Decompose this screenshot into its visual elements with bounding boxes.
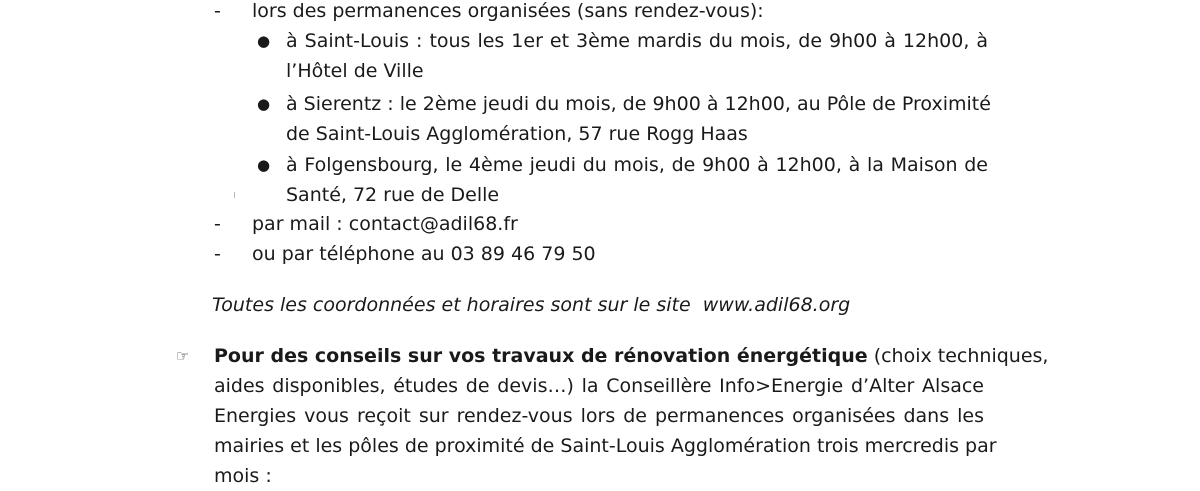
energie-heading: Pour des conseils sur vos travaux de rénovation énergétique (214, 345, 868, 367)
permanences-intro: lors des permanences organisées (sans rendez-vous): (252, 0, 764, 22)
scan-speck (234, 192, 235, 198)
pointing-hand-icon: ☞ (176, 347, 190, 365)
bullet-marker: ● (257, 156, 271, 174)
folgensbourg-line2: Santé, 72 rue de Delle (286, 184, 500, 206)
contact-phone: ou par téléphone au 03 89 46 79 50 (252, 243, 596, 265)
energie-line5: mois : (214, 465, 272, 487)
website-note: Toutes les coordonnées et horaires sont sur le site www.adil68.org (212, 294, 851, 316)
saint-louis-line1: à Saint-Louis : tous les 1er et 3ème mardis du mois, de 9h00 à 12h00, à (286, 30, 988, 52)
bullet-marker: ● (257, 32, 271, 50)
energie-line4: mairies et les pôles de proximité de Saint-Louis Agglomération trois mercredis par (214, 435, 997, 457)
sierentz-line1: à Sierentz : le 2ème jeudi du mois, de 9h00 à 12h00, au Pôle de Proximité (286, 93, 991, 115)
dash-marker: - (214, 213, 221, 235)
bullet-marker: ● (257, 95, 271, 113)
folgensbourg-line1: à Folgensbourg, le 4ème jeudi du mois, de 9h00 à 12h00, à la Maison de (286, 154, 988, 176)
sierentz-line2: de Saint-Louis Agglomération, 57 rue Rogg Haas (286, 123, 748, 145)
energie-line3: Energies vous reçoit sur rendez-vous lors de permanences organisées dans les (214, 405, 984, 427)
energie-line1 (214, 341, 1049, 371)
dash-marker: - (214, 0, 221, 22)
energie-line2: aides disponibles, études de devis…) la Conseillère Info>Energie d’Alter Alsace (214, 375, 984, 397)
dash-marker: - (214, 243, 221, 265)
saint-louis-line2: l’Hôtel de Ville (286, 60, 424, 82)
contact-email: par mail : contact@adil68.fr (252, 213, 518, 235)
energie-line1-rest: (choix techniques, (867, 345, 1049, 367)
